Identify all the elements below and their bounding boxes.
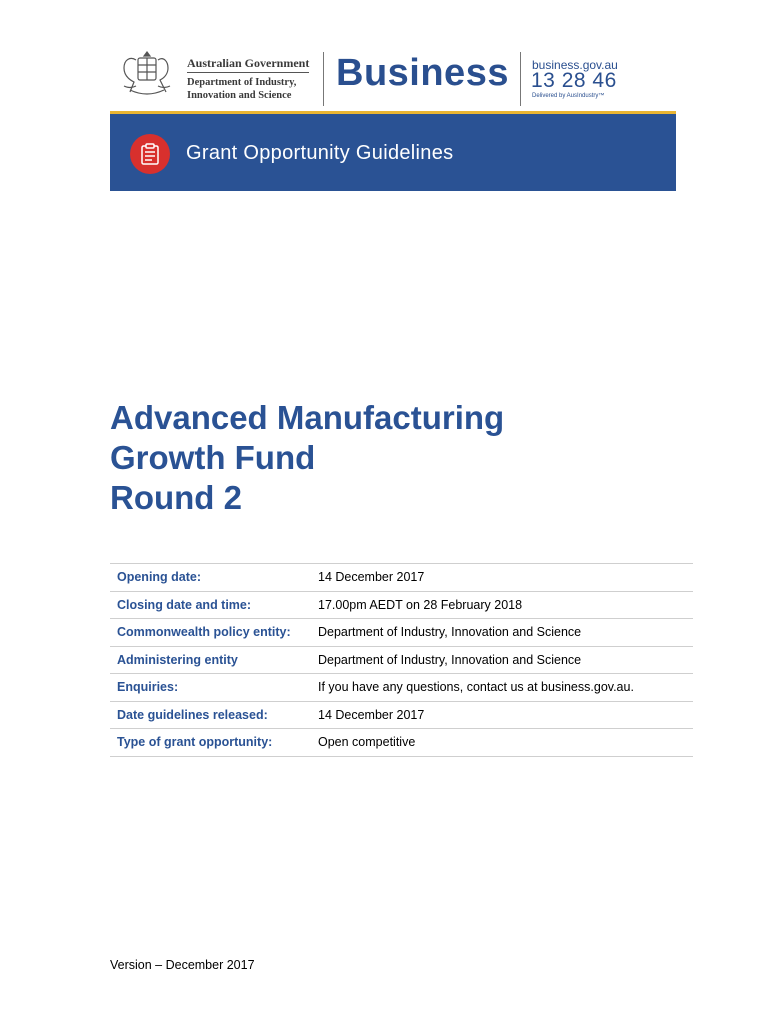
detail-value: Department of Industry, Innovation and Science	[318, 625, 582, 640]
detail-label: Date guidelines released:	[117, 707, 268, 722]
table-row	[110, 674, 693, 702]
detail-value[interactable]: If you have any questions, contact us at business.gov.au.	[318, 680, 634, 695]
business-phone: 13 28 46	[531, 69, 617, 92]
table-row	[110, 564, 693, 592]
detail-value: 17.00pm AEDT on 28 February 2018	[318, 597, 523, 612]
document-title-line-3: Round 2	[110, 479, 242, 516]
detail-value: Open competitive	[318, 735, 416, 750]
department-line-2: Innovation and Science	[187, 90, 292, 101]
header-divider-1	[323, 52, 324, 106]
table-row	[110, 646, 693, 674]
banner-title: Grant Opportunity Guidelines	[186, 142, 454, 164]
table-row	[110, 591, 693, 619]
business-logo: Business	[336, 52, 509, 94]
detail-label: Type of grant opportunity:	[117, 735, 273, 750]
government-title: Australian Government	[187, 56, 310, 70]
version-footer: Version – December 2017	[110, 958, 255, 972]
detail-label: Commonwealth policy entity:	[117, 625, 291, 640]
grant-details-table	[110, 563, 693, 757]
page-header	[110, 38, 676, 108]
header-divider-2	[520, 52, 521, 106]
business-delivered-by: Delivered by AusIndustry™	[532, 93, 605, 99]
department-line-1: Department of Industry,	[187, 77, 297, 88]
detail-label: Opening date:	[117, 570, 202, 585]
detail-label: Enquiries:	[117, 680, 179, 695]
document-title	[110, 398, 504, 518]
government-divider	[187, 72, 309, 73]
document-title-line-2: Growth Fund	[110, 439, 316, 476]
business-url: business.gov.au	[532, 58, 618, 72]
government-wordmark	[187, 56, 309, 102]
document-title-line-1: Advanced Manufacturing	[110, 399, 505, 436]
clipboard-icon	[130, 134, 170, 174]
detail-value: 14 December 2017	[318, 707, 425, 722]
detail-value: 14 December 2017	[318, 570, 425, 585]
guidelines-banner	[110, 114, 676, 191]
detail-label: Administering entity	[117, 652, 238, 667]
coat-of-arms-icon	[116, 46, 178, 98]
detail-value: Department of Industry, Innovation and Science	[318, 652, 582, 667]
table-row	[110, 619, 693, 647]
table-row	[110, 729, 693, 757]
detail-label: Closing date and time:	[117, 597, 252, 612]
table-row	[110, 701, 693, 729]
